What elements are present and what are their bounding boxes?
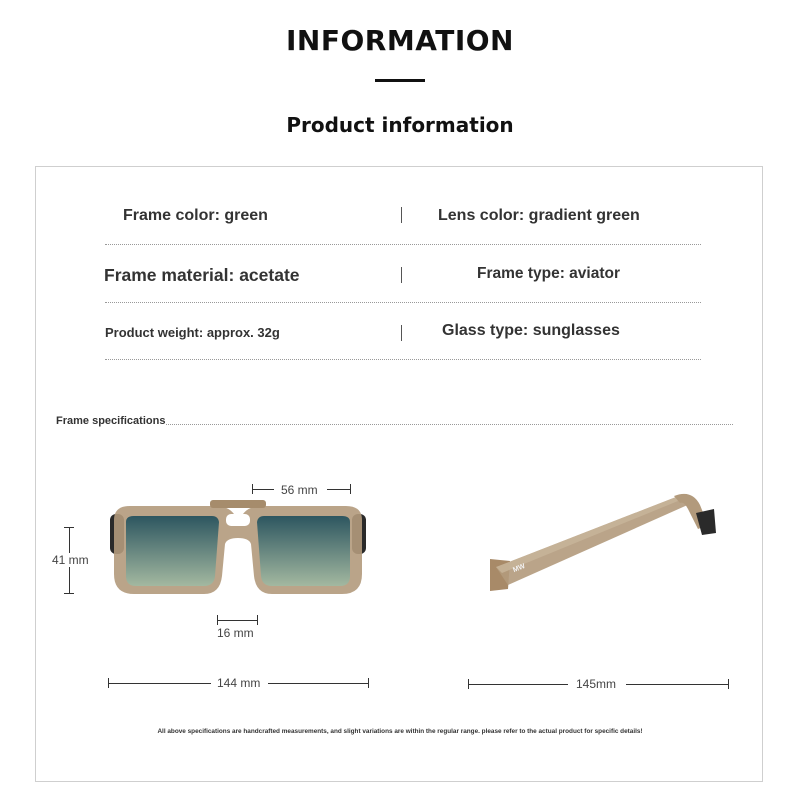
- row-separator: [105, 302, 701, 303]
- section-subtitle: Product information: [286, 113, 514, 137]
- dimension-tick: [64, 593, 74, 594]
- frame-width-label: 144 mm: [217, 676, 261, 690]
- dimension-tick: [728, 679, 729, 689]
- sunglasses-temple-illustration: [486, 489, 726, 599]
- frame-width-line: [268, 683, 368, 684]
- dimension-tick: [468, 679, 469, 689]
- frame-specifications-label: Frame specifications: [56, 415, 166, 427]
- dimension-tick: [217, 615, 218, 625]
- product-weight-spec: Product weight: approx. 32g: [105, 325, 280, 340]
- dimension-tick: [350, 484, 351, 494]
- spec-divider: [401, 325, 402, 341]
- title-underline: [375, 79, 425, 82]
- lens-width-line: [252, 489, 274, 490]
- dimension-tick: [64, 527, 74, 528]
- lens-width-line: [327, 489, 350, 490]
- disclaimer-note: All above specifications are handcrafted measurements, and slight variations are within the regular range. please refer to the actual product for specific details!: [157, 728, 643, 735]
- temple-logo: MW: [512, 562, 527, 575]
- frame-type-spec: Frame type: aviator: [477, 265, 620, 282]
- dimension-tick: [368, 678, 369, 688]
- lens-color-spec: Lens color: gradient green: [438, 207, 640, 224]
- spec-divider: [401, 207, 402, 223]
- bridge-width-label: 16 mm: [217, 626, 254, 640]
- temple-length-label: 145mm: [576, 677, 617, 691]
- frame-material-spec: Frame material: acetate: [104, 265, 300, 285]
- section-separator: [166, 424, 733, 425]
- spec-divider: [401, 267, 402, 283]
- info-panel: [35, 166, 763, 782]
- glass-type-spec: Glass type: sunglasses: [442, 322, 620, 339]
- dimension-tick: [108, 678, 109, 688]
- temple-length-line: [468, 684, 568, 685]
- lens-height-label: 41 mm: [52, 553, 89, 567]
- sunglasses-front-illustration: [106, 492, 371, 607]
- frame-color-spec: Frame color: green: [123, 207, 268, 224]
- frame-width-line: [108, 683, 211, 684]
- temple-length-line: [626, 684, 728, 685]
- lens-width-label: 56 mm: [281, 483, 318, 497]
- bridge-width-line: [217, 620, 257, 621]
- row-separator: [105, 359, 701, 360]
- page-title: INFORMATION: [286, 24, 514, 57]
- row-separator: [105, 244, 701, 245]
- dimension-tick: [252, 484, 253, 494]
- dimension-tick: [257, 615, 258, 625]
